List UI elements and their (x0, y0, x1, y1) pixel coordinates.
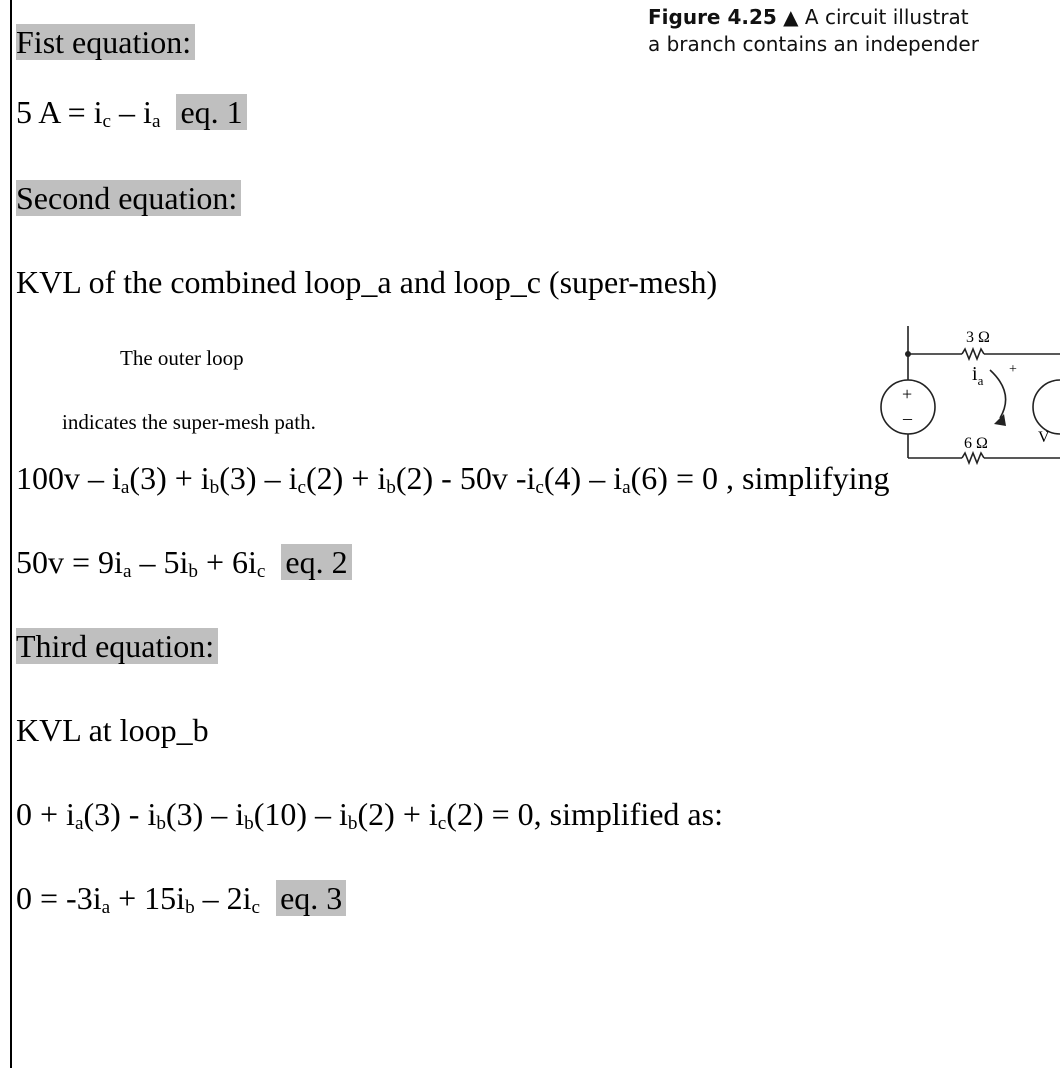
right-source-edge (1033, 380, 1060, 434)
third-equation-header: Third equation: (16, 626, 218, 666)
triangle-icon: ▲ (783, 5, 799, 29)
r-bottom-label: 6 Ω (964, 435, 988, 452)
current-arrowhead-icon (994, 414, 1006, 426)
current-label: $i_a$ (972, 363, 984, 388)
supermesh-note-line-2: indicates the super-mesh path. (62, 410, 316, 434)
loop-b-kvl-expanded: $0 + i_a(3) - i_b(3) - i_b(10) - i_b(2) + i_c(2) = 0$, simplified as: (16, 796, 723, 835)
first-equation-header: Fist equation: (16, 22, 195, 62)
minus-sign: – (903, 408, 912, 428)
circuit-diagram (840, 318, 1060, 468)
equation-1: 5 $A = i_c - i_a$ eq. 1 (16, 92, 247, 132)
eq1-label: eq. 1 (176, 94, 246, 130)
caption-line-2: a branch contains an independer (648, 32, 979, 56)
caption-line-1: A circuit illustrat (804, 5, 969, 29)
supermesh-kvl-title: KVL of the combined loop_a and loop_c (super-mesh) (16, 264, 718, 300)
equation-3: $0 = -3i_a + 15i_b - 2i_c$ eq. 3 (16, 878, 346, 918)
plus-sign-right: + (1009, 362, 1017, 377)
eq2-label: eq. 2 (281, 544, 351, 580)
page-left-border (10, 0, 12, 1068)
equation-2: $50v = 9i_a - 5i_b + 6i_c$ eq. 2 (16, 542, 352, 582)
loop-b-kvl-title: KVL at loop_b (16, 712, 209, 748)
supermesh-kvl-expanded: $100v - i_a(3) + i_b(3) - i_c(2) + i_b(2) - 50v$ $-i_c(4) - i_a(6) = 0$ , simplifying (16, 460, 890, 499)
current-arrow-arc (990, 370, 1006, 418)
figure-caption (648, 4, 979, 58)
plus-sign: + (902, 384, 913, 404)
figure-number: Figure 4.25 (648, 5, 777, 29)
supermesh-note-line-1: The outer loop (120, 346, 244, 370)
resistor-3-ohm (962, 349, 984, 359)
node-dot (905, 351, 911, 357)
v-label: V (1038, 429, 1050, 446)
eq3-label: eq. 3 (276, 880, 346, 916)
r-top-label: 3 Ω (966, 329, 990, 346)
second-equation-header: Second equation: (16, 178, 241, 218)
resistor-6-ohm (962, 453, 984, 463)
